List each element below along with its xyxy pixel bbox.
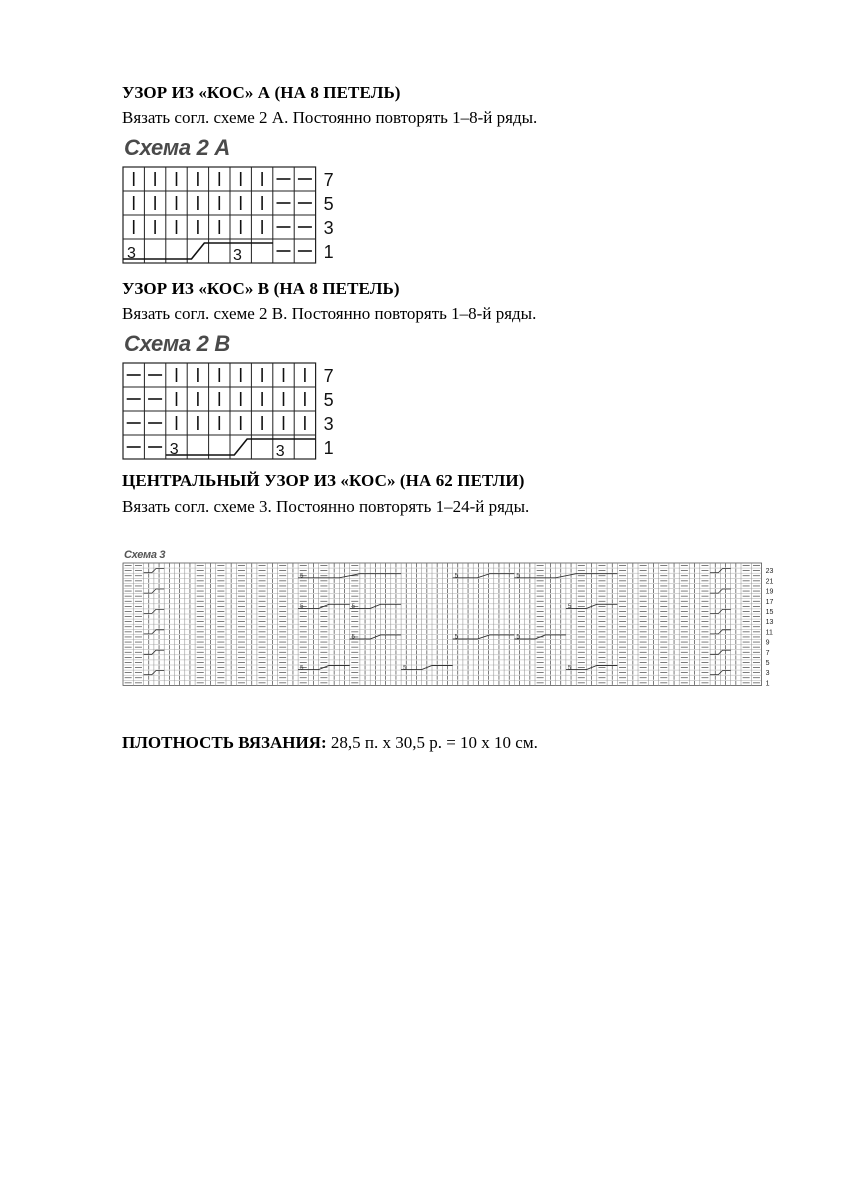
central-pattern-heading: ЦЕНТРАЛЬНЫЙ УЗОР ИЗ «КОС» (НА 62 ПЕТЛИ) xyxy=(122,471,525,490)
scheme-3-row-number: 3 xyxy=(765,670,770,678)
scheme-3-cable-label: 5 xyxy=(351,604,355,611)
scheme-3-row-number: 19 xyxy=(765,588,774,596)
density-label: ПЛОТНОСТЬ ВЯЗАНИЯ: xyxy=(122,733,327,752)
pattern-a-heading: УЗОР ИЗ «КОС» А (НА 8 ПЕТЕЛЬ) xyxy=(122,83,401,102)
scheme-2b-row-number: 7 xyxy=(323,366,334,386)
scheme-2a-chart xyxy=(122,166,352,264)
scheme-3-row-number: 11 xyxy=(765,629,773,637)
pattern-b-instructions: Вязать согл. схеме 2 В. Постоянно повторять 1–8-й ряды. xyxy=(122,304,537,323)
scheme-3-cable-label: 5 xyxy=(351,634,355,641)
scheme-3-row-number: 15 xyxy=(765,608,774,616)
scheme-3-cable-label: 5 xyxy=(403,665,407,672)
scheme-2b-cable-label: 3 xyxy=(275,443,285,460)
scheme-2b-cable-label: 3 xyxy=(169,441,179,458)
scheme-3-cable-label: 5 xyxy=(300,665,304,672)
scheme-3-chart xyxy=(122,562,802,692)
scheme-2a-row-number: 1 xyxy=(323,242,334,262)
scheme-2b-row-number: 1 xyxy=(323,438,334,458)
scheme-3-title: Схема 3 xyxy=(124,549,166,561)
scheme-3-cable-label: 5 xyxy=(300,573,304,580)
scheme-3-cable-line xyxy=(514,635,566,639)
scheme-2a-cable-line xyxy=(123,243,273,259)
scheme-3-row-number: 1 xyxy=(765,680,770,688)
scheme-2b-chart xyxy=(122,362,352,460)
scheme-2b-row-number: 3 xyxy=(323,414,334,434)
scheme-3-cable-label: 5 xyxy=(300,604,304,611)
density-value: 28,5 п. х 30,5 р. = 10 х 10 см. xyxy=(326,733,538,752)
scheme-3-row-number: 23 xyxy=(765,568,774,576)
scheme-3-cable-label: 5 xyxy=(567,604,572,611)
density-line xyxy=(122,733,538,753)
scheme-3-cable-label: 5 xyxy=(516,573,520,580)
scheme-3-cable-label: 5 xyxy=(454,573,458,580)
scheme-2a-cable-label: 3 xyxy=(127,245,136,262)
scheme-2b-row-number: 5 xyxy=(323,390,334,410)
pattern-b-heading: УЗОР ИЗ «КОС» В (НА 8 ПЕТЕЛЬ) xyxy=(122,279,400,298)
scheme-3-row-number: 17 xyxy=(765,598,774,606)
scheme-3-cable-label: 5 xyxy=(567,665,572,672)
scheme-3-row-number: 5 xyxy=(765,659,770,667)
scheme-2b-cable-line xyxy=(166,439,316,455)
scheme-3-row-number: 13 xyxy=(765,619,774,627)
scheme-2a-title: Схема 2 А xyxy=(124,135,230,160)
central-pattern-instructions: Вязать согл. схеме 3. Постоянно повторять 1–24-й ряды. xyxy=(122,497,530,516)
scheme-2a-cable-label: 3 xyxy=(233,247,242,264)
scheme-2a-row-number: 3 xyxy=(323,218,334,238)
scheme-3-cable-label: 5 xyxy=(516,634,520,641)
scheme-3-row-number: 7 xyxy=(765,649,770,657)
scheme-3-row-number: 21 xyxy=(765,578,774,586)
scheme-2a-row-number: 5 xyxy=(323,194,334,214)
scheme-2b-title: Схема 2 В xyxy=(124,331,230,356)
scheme-3-cable-label: 5 xyxy=(454,634,458,641)
scheme-3-row-number: 9 xyxy=(765,639,770,647)
pattern-a-instructions: Вязать согл. схеме 2 А. Постоянно повторять 1–8-й ряды. xyxy=(122,108,538,127)
scheme-2a-row-number: 7 xyxy=(323,170,334,190)
